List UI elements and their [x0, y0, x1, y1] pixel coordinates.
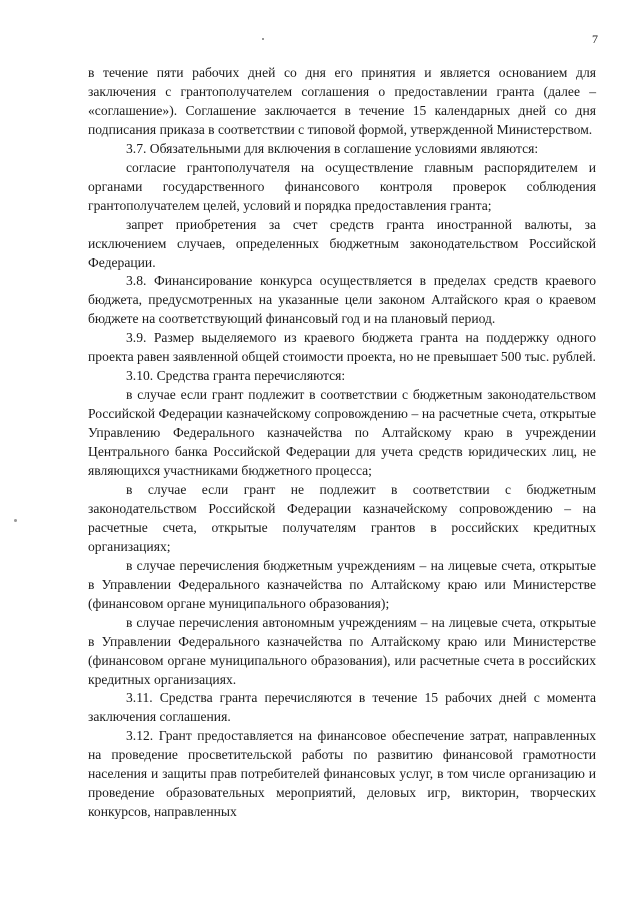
page-number: 7 [592, 32, 598, 46]
paragraph: 3.9. Размер выделяемого из краевого бюджета гранта на поддержку одного проекта равен заявленной общей стоимости проекта, но не превышает 500 тыс. рублей. [88, 330, 596, 365]
paragraph: в случае если грант не подлежит в соответствии с бюджетным законодательством Российской Федерации казначейскому сопровождению – на расчетные счета, открытые получателям грантов в российских кредитных организациях; [88, 481, 596, 554]
paragraph: в течение пяти рабочих дней со дня его принятия и является основанием для заключения с грантополучателем соглашения о предоставлении гранта (далее – «соглашение»). Соглашение заключается в течение 15 календарных дней со дня подписания приказа в соответствии с типовой формой, утвержденной Министерством. [88, 65, 596, 137]
paragraph: 3.11. Средства гранта перечисляются в течение 15 рабочих дней с момента заключения соглашения. [88, 690, 596, 725]
paragraph: в случае если грант подлежит в соответствии с бюджетным законодательством Российской Федерации казначейскому сопровождению – на расчетные счета, открытые Управлению Федерального казначейства по Алтайскому краю в учреждении Центрального банка Российской Федерации для учета средств юридических лиц, не являющихся участниками бюджетного процесса; [88, 387, 596, 479]
scan-artifact [262, 38, 264, 40]
paragraph: 3.8. Финансирование конкурса осуществляется в пределах средств краевого бюджета, предусмотренных на указанные цели законом Алтайского края о краевом бюджете на соответствующий финансовый год и на плановый период. [88, 273, 596, 327]
paragraph: 3.12. Грант предоставляется на финансовое обеспечение затрат, направленных на проведение просветительской работы по развитию финансовой грамотности населения и защиты прав потребителей финансовых услуг, в том числе организацию и проведение образовательных мероприятий, деловых игр, викторин, творческих конкурсов, направленных [88, 728, 596, 820]
paragraph: 3.10. Средства гранта перечисляются: [126, 368, 346, 384]
scan-artifact [14, 519, 17, 522]
document-body [88, 64, 596, 822]
paragraph: согласие грантополучателя на осуществление главным распорядителем и органами государственного финансового контроля проверок соблюдения грантополучателем целей, условий и порядка предоставления гранта; [88, 159, 596, 213]
paragraph: 3.7. Обязательными для включения в соглашение условиями являются: [126, 140, 539, 156]
paragraph: в случае перечисления автономным учреждениям – на лицевые счета, открытые в Управлении Федерального казначейства по Алтайскому краю или Министерстве (финансовом органе муниципального образования), или расчетные счета в российских кредитных организациях. [88, 614, 596, 687]
paragraph: запрет приобретения за счет средств гранта иностранной валюты, за исключением случаев, определенных бюджетным законодательством Российской Федерации. [88, 216, 596, 270]
paragraph: в случае перечисления бюджетным учреждениям – на лицевые счета, открытые в Управлении Федерального казначейства по Алтайскому краю или Министерстве (финансовом органе муниципального образования); [88, 557, 596, 611]
